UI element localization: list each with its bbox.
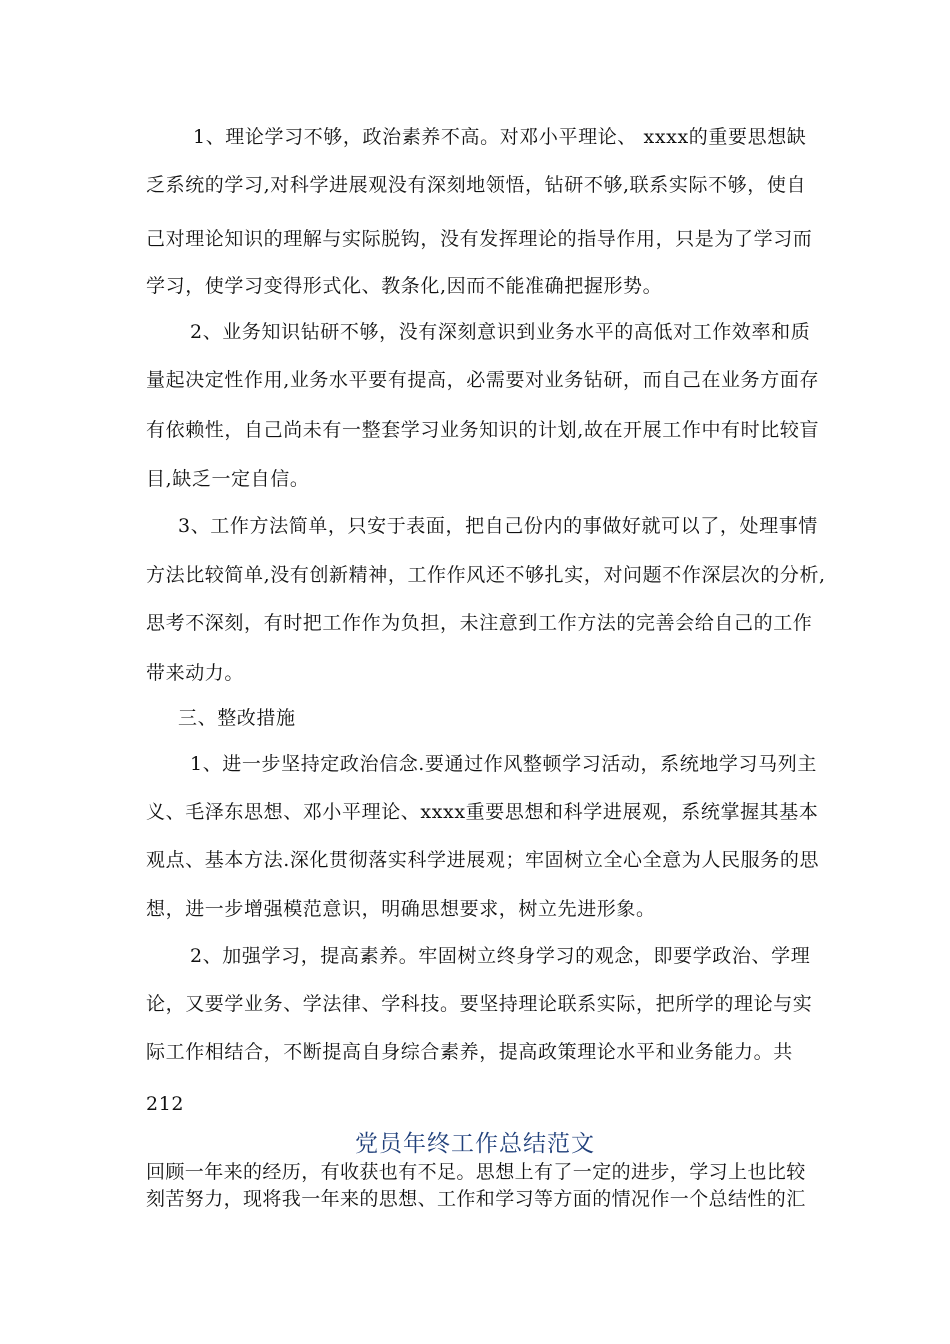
section2-para1-line1: 1、进一步坚持定政治信念.要通过作风整顿学习活动，系统地学习马列主 <box>190 753 817 775</box>
next-document-line2: 刻苦努力，现将我一年来的思想、工作和学习等方面的情况作一个总结性的汇 <box>146 1188 806 1210</box>
section2-para1-line3: 观点、基本方法.深化贯彻落实科学进展观；牢固树立全心全意为人民服务的思 <box>146 849 820 871</box>
section1-para1-line1: 1、理论学习不够，政治素养不高。对邓小平理论、 xxxx的重要思想缺 <box>193 126 807 148</box>
section1-para3-line1: 3、工作方法简单，只安于表面，把自己份内的事做好就可以了，处理事情 <box>178 515 818 537</box>
section1-para3-line2: 方法比较简单,没有创新精神，工作作风还不够扎实，对问题不作深层次的分析, <box>146 564 826 586</box>
section2-para2-line1: 2、加强学习，提高素养。牢固树立终身学习的观念，即要学政治、学理 <box>190 945 811 967</box>
section1-para3-line4: 带来动力。 <box>146 662 245 684</box>
section1-para1-line4: 学习，使学习变得形式化、教条化,因而不能准确把握形势。 <box>146 275 663 297</box>
section2-para1-line2: 义、毛泽东思想、邓小平理论、xxxx重要思想和科学进展观，系统掌握其基本 <box>146 801 819 823</box>
section2-para2-line3: 际工作相结合，不断提高自身综合素养，提高政策理论水平和业务能力。共 <box>146 1041 793 1063</box>
next-document-line1: 回顾一年来的经历，有收获也有不足。思想上有了一定的进步，学习上也比较 <box>146 1161 806 1183</box>
section1-para1-line3: 己对理论知识的理解与实际脱钩，没有发挥理论的指导作用，只是为了学习而 <box>146 228 813 250</box>
section1-para2-line2: 量起决定性作用,业务水平要有提高，必需要对业务钻研，而自己在业务方面存 <box>146 369 820 391</box>
section1-para2-line3: 有依赖性，自己尚未有一整套学习业务知识的计划,故在开展工作中有时比较盲 <box>146 419 820 441</box>
section2-para1-line4: 想，进一步增强模范意识，明确思想要求，树立先进形象。 <box>146 898 656 920</box>
section1-para2-line4: 目,缺乏一定自信。 <box>146 468 310 490</box>
section1-para3-line3: 思考不深刻，有时把工作作为负担，未注意到工作方法的完善会给自己的工作 <box>146 612 813 634</box>
section2-heading: 三、整改措施 <box>178 707 296 729</box>
page-number: 212 <box>146 1093 185 1115</box>
next-document-title: 党员年终工作总结范文 <box>355 1131 595 1157</box>
section1-para1-line2: 乏系统的学习,对科学进展观没有深刻地领悟，钻研不够,联系实际不够，使自 <box>146 174 807 196</box>
section1-para2-line1: 2、业务知识钻研不够，没有深刻意识到业务水平的高低对工作效率和质 <box>190 321 811 343</box>
section2-para2-line2: 论，又要学业务、学法律、学科技。要坚持理论联系实际，把所学的理论与实 <box>146 993 813 1015</box>
